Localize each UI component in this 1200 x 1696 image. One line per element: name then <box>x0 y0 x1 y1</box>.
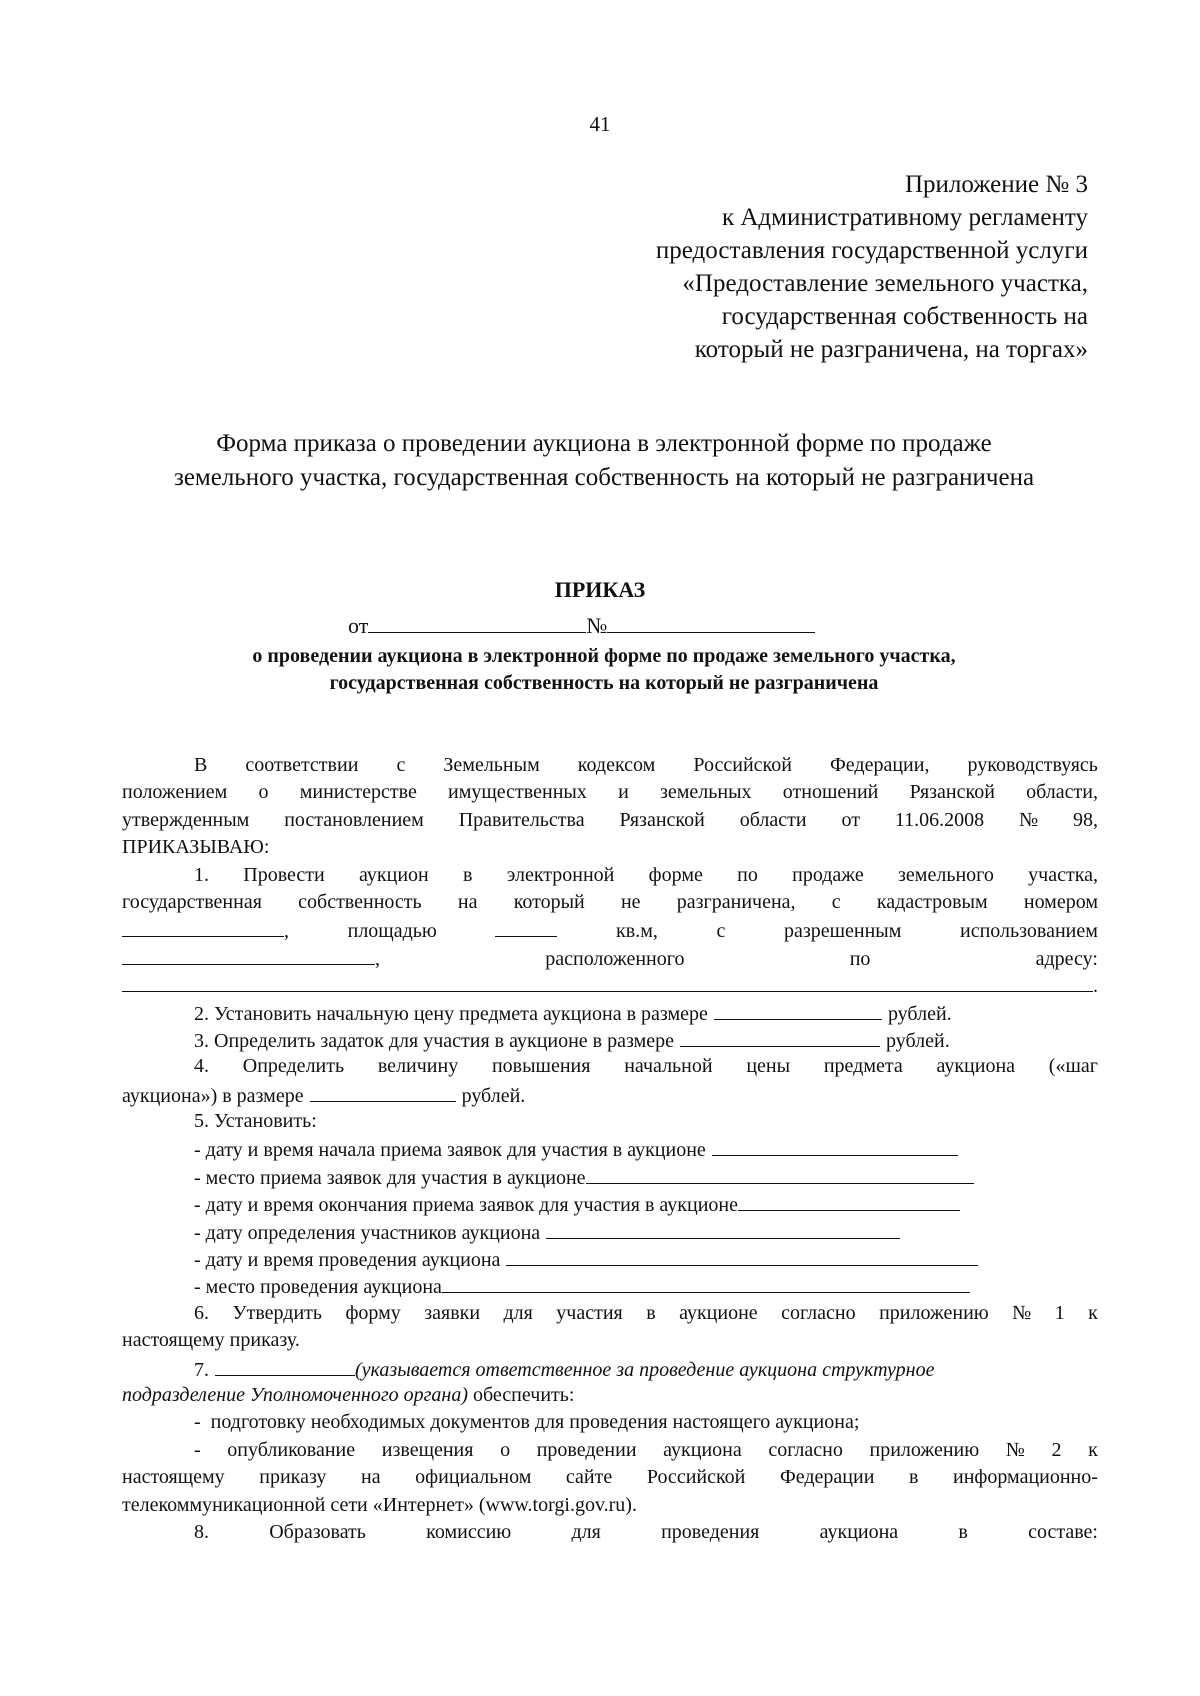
item5-row-label: - дату и время окончания приема заявок для участия в аукционе <box>194 1194 738 1217</box>
item7-bullet <box>122 1464 1098 1491</box>
word: кадастровым <box>876 890 988 913</box>
word: адресу: <box>1035 947 1098 970</box>
word: земельных <box>660 781 752 804</box>
word: - <box>194 1438 201 1461</box>
word: кв.м, <box>616 920 658 943</box>
word: форму <box>345 1301 401 1324</box>
order-body <box>122 752 1098 1546</box>
item3-line <box>122 1026 1098 1053</box>
word: проведения <box>661 1520 760 1543</box>
item2-text: 2. Установить начальную цену предмета аукциона в размере <box>194 1002 708 1025</box>
word: № <box>1005 1438 1025 1461</box>
word: соответствии <box>245 754 359 776</box>
word: начальной <box>624 1055 713 1078</box>
word: с <box>396 754 406 776</box>
word: в <box>463 863 473 886</box>
item4-line <box>122 1081 1098 1108</box>
auction-date-blank <box>506 1245 978 1266</box>
deposit-blank <box>680 1026 880 1047</box>
item5-title <box>122 1108 1098 1135</box>
item7-text: обеспечить: <box>468 1383 575 1406</box>
word: 2 <box>1051 1438 1062 1461</box>
page-number: 41 <box>589 112 611 136</box>
word: опубликование <box>227 1438 356 1461</box>
word: 1 <box>1054 1301 1065 1324</box>
word: собственность <box>298 890 422 913</box>
word: Рязанской <box>909 781 995 804</box>
word: с <box>831 890 841 913</box>
item5-title-text: 5. Установить: <box>194 1110 317 1133</box>
word: отношений <box>782 781 879 804</box>
item6-line <box>122 1327 1098 1354</box>
date-blank <box>368 610 586 633</box>
word: участка, <box>1028 863 1098 886</box>
item8-line <box>122 1519 1098 1546</box>
word: области <box>739 808 807 831</box>
word: использованием <box>960 920 1098 943</box>
item5-row-label: - место приема заявок для участия в аукционе <box>194 1166 586 1189</box>
item6-text: настоящему приказу. <box>122 1329 300 1352</box>
word: настоящему <box>122 1466 225 1489</box>
item1-line <box>122 889 1098 916</box>
word: на <box>457 890 478 913</box>
word: Правительства <box>458 808 585 831</box>
word: к <box>1088 1301 1098 1324</box>
area-blank <box>495 916 557 937</box>
start-date-blank <box>712 1135 958 1156</box>
item3-text: 3. Определить задаток для участия в аукционе в размере <box>194 1029 675 1052</box>
word: комиссию <box>426 1520 512 1543</box>
word: Определить <box>242 1055 345 1078</box>
word: согласно <box>781 1301 856 1324</box>
word: аукциона <box>819 1520 899 1543</box>
appendix-line: Приложение № 3 <box>904 171 1088 198</box>
word: кодексом <box>577 754 656 776</box>
intro-line <box>122 779 1098 806</box>
item7-bullet <box>122 1409 1098 1436</box>
word: земельного <box>898 863 994 886</box>
word: руководствуясь <box>967 754 1098 776</box>
word: государственная <box>122 890 262 913</box>
cadastral-number-blank <box>122 916 284 937</box>
item7-italic-note: (указывается ответственное за проведение аукциона структурное <box>355 1358 935 1381</box>
word: Российской <box>693 754 792 776</box>
word: аукциона <box>936 1055 1016 1078</box>
item5-row <box>122 1190 1098 1217</box>
item5-row-label: - дату и время проведения аукциона <box>194 1249 501 1272</box>
word: («шаг <box>1048 1055 1098 1078</box>
word: В <box>194 754 208 776</box>
word: извещения <box>381 1438 474 1461</box>
word: с <box>716 920 726 943</box>
word: согласно <box>768 1438 843 1461</box>
initial-price-blank <box>714 999 882 1020</box>
word: в <box>646 1301 656 1324</box>
appendix-line: государственная собственность на <box>721 303 1088 330</box>
number-blank <box>607 610 815 633</box>
item5-row <box>122 1245 1098 1272</box>
number-label: № <box>586 613 608 638</box>
word: составе: <box>1028 1520 1098 1543</box>
word: не <box>620 890 641 913</box>
item5-row <box>122 1163 1098 1190</box>
form-title-line: Форма приказа о проведении аукциона в электронной форме по продаже <box>216 430 992 457</box>
word: по <box>849 947 871 970</box>
word: № <box>1018 808 1039 831</box>
word: приложению <box>869 1438 980 1461</box>
word: Российской <box>646 1466 746 1489</box>
word: заявки <box>424 1301 481 1324</box>
word: в <box>908 1466 919 1489</box>
item5-row <box>122 1272 1098 1299</box>
word: цены <box>746 1055 791 1078</box>
word: аукционе <box>679 1301 758 1324</box>
item1-line <box>122 916 1098 943</box>
item7-bullet <box>122 1437 1098 1464</box>
item5-row <box>122 1218 1098 1245</box>
word: аукцион <box>359 863 429 886</box>
auction-place-blank <box>442 1272 970 1293</box>
orders-word: ПРИКАЗЫВАЮ: <box>122 836 270 859</box>
item5-row-label: - место проведения аукциона <box>194 1276 442 1299</box>
item5-row-label: - дату определения участников аукциона <box>194 1221 541 1244</box>
word: аукциона <box>663 1438 742 1461</box>
word: продаже <box>792 863 864 886</box>
form-title-line: земельного участка, государственная собственность на который не разграничена <box>173 464 1035 491</box>
appendix-block <box>656 168 1088 366</box>
address-blank <box>122 971 1093 992</box>
rubles-unit: рублей. <box>461 1084 526 1107</box>
word: величину <box>377 1055 459 1078</box>
word: приложению <box>879 1301 989 1324</box>
rubles-unit: рублей. <box>886 1029 950 1052</box>
word: приказу <box>259 1466 327 1489</box>
word: проведении <box>536 1438 637 1461</box>
intro-line <box>122 752 1098 779</box>
appendix-line: который не разграничена, на торгах» <box>694 336 1088 363</box>
item7-number: 7. <box>194 1358 209 1381</box>
word: 4. <box>194 1055 209 1078</box>
from-label: от <box>348 613 369 638</box>
cadastral-blank-group: , <box>122 916 289 945</box>
word: № <box>1012 1301 1032 1324</box>
address-blank-line <box>122 971 1098 998</box>
intro-line <box>122 807 1098 834</box>
word: от <box>841 808 860 831</box>
intro-line <box>122 834 1098 861</box>
word: 11.06.2008 <box>894 808 985 831</box>
order-subject <box>110 643 1098 697</box>
word: участия <box>556 1301 623 1324</box>
permitted-use-blank-group: , <box>122 944 380 973</box>
word: на <box>361 1466 381 1489</box>
word: для <box>571 1520 601 1543</box>
order-date-number-line <box>348 610 815 639</box>
word: Утвердить <box>232 1301 323 1324</box>
item4-line <box>122 1053 1098 1080</box>
word: разграничена, <box>676 890 796 913</box>
word: утвержденным <box>122 808 250 831</box>
word: сайте <box>565 1466 613 1489</box>
word: области, <box>1026 781 1098 804</box>
reception-place-blank <box>586 1163 974 1184</box>
word: Федерации <box>779 1466 875 1489</box>
item5-row <box>122 1135 1098 1162</box>
form-title <box>110 427 1098 495</box>
auction-step-blank <box>310 1081 456 1102</box>
item7-text: телекоммуникационной сети «Интернет» (www.torgi.gov.ru). <box>122 1493 637 1516</box>
word: и <box>618 781 629 804</box>
word: площадью <box>347 920 437 943</box>
word: Рязанской <box>619 808 705 831</box>
word: повышения <box>491 1055 591 1078</box>
appendix-line: предоставления государственной услуги <box>655 237 1088 264</box>
period: . <box>1093 975 1098 998</box>
word: расположенного <box>545 947 685 970</box>
word: к <box>1088 1438 1098 1461</box>
order-heading: ПРИКАЗ <box>554 577 646 602</box>
word: по <box>737 863 758 886</box>
word: который <box>513 890 585 913</box>
word: официальном <box>415 1466 532 1489</box>
word: министерстве <box>299 781 417 804</box>
item6-line <box>122 1300 1098 1327</box>
word: разрешенным <box>783 920 902 943</box>
subject-line: государственная собственность на который не разграничена <box>329 672 879 694</box>
word: в <box>958 1520 968 1543</box>
word: 1. <box>194 863 209 886</box>
participants-date-blank <box>546 1218 900 1239</box>
item7-line <box>122 1355 1098 1382</box>
word: для <box>503 1301 533 1324</box>
word: имущественных <box>448 781 587 804</box>
word: Федерации, <box>830 754 930 776</box>
word: постановлением <box>284 808 424 831</box>
word: о <box>258 781 269 804</box>
word: Образовать <box>269 1520 366 1543</box>
item7-bullet <box>122 1492 1098 1519</box>
word: положением <box>122 781 228 804</box>
appendix-line: к Административному регламенту <box>721 204 1088 231</box>
word: Провести <box>243 863 325 886</box>
item7-italic-note: подразделение Уполномоченного органа) <box>122 1383 469 1406</box>
item1-line <box>122 862 1098 889</box>
permitted-use-blank <box>122 944 375 965</box>
word: информационно- <box>952 1466 1098 1489</box>
word: Земельным <box>443 754 540 776</box>
word: 98, <box>1072 808 1098 831</box>
item4-text: аукциона») в размере <box>122 1084 304 1107</box>
item7-bullet-text: - подготовку необходимых документов для проведения настоящего аукциона; <box>194 1411 860 1434</box>
word: электронной <box>506 863 615 886</box>
word: о <box>500 1438 511 1461</box>
item2-line <box>122 999 1098 1026</box>
word: номером <box>1023 890 1098 913</box>
responsible-unit-blank <box>215 1355 355 1376</box>
end-date-blank <box>738 1190 960 1211</box>
rubles-unit: рублей. <box>887 1002 952 1025</box>
word: форме <box>648 863 703 886</box>
item5-row-label: - дату и время начала приема заявок для участия в аукционе <box>194 1139 706 1162</box>
appendix-line: «Предоставление земельного участка, <box>682 270 1088 297</box>
item7-line <box>122 1382 1098 1409</box>
word: 8. <box>194 1520 209 1543</box>
word: 6. <box>194 1301 209 1324</box>
item1-line <box>122 944 1098 971</box>
subject-line: о проведении аукциона в электронной форме по продаже земельного участка, <box>252 645 956 667</box>
word: предмета <box>823 1055 903 1078</box>
